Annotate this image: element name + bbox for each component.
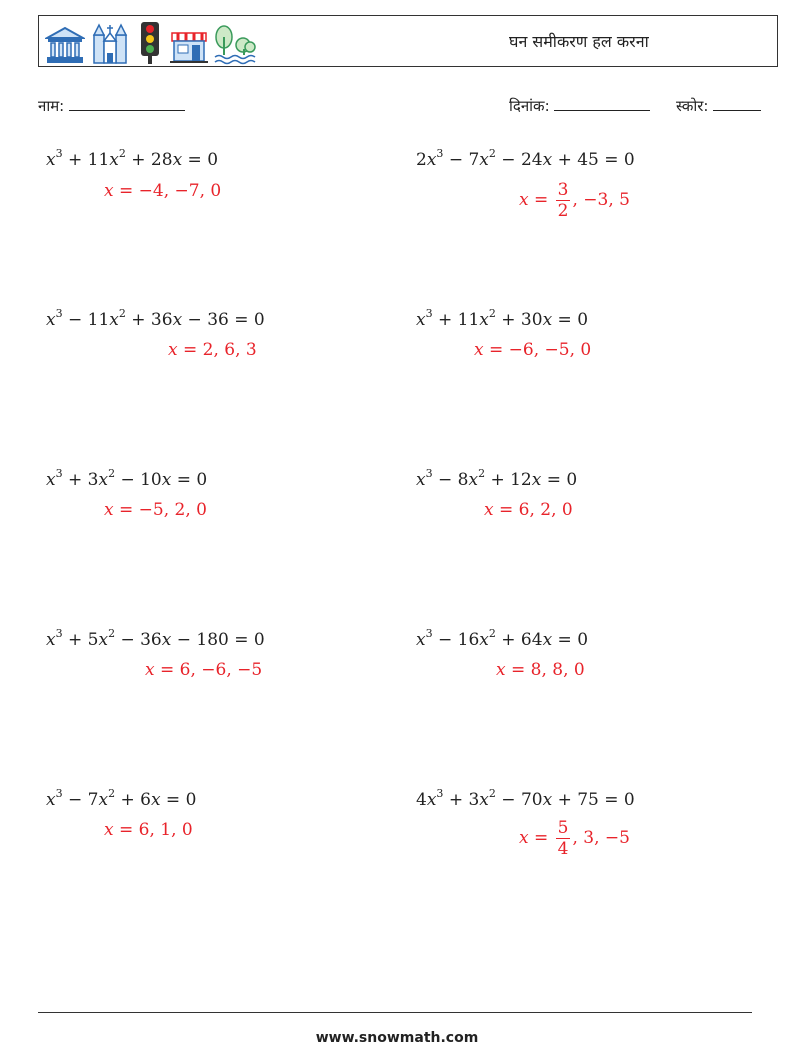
header-box (38, 15, 778, 67)
problem-answer: x = −4, −7, 0 (104, 181, 222, 201)
footer-divider (38, 1012, 752, 1013)
problem-answer: x = $\frac{3}{2}$ , −3, 5 (519, 180, 630, 221)
score-field (676, 96, 761, 116)
date-blank[interactable] (554, 96, 650, 111)
problem-answer: x = 8, 8, 0 (496, 660, 585, 680)
score-blank[interactable] (713, 96, 761, 111)
problem-equation: $2x^3 - 7x^2 - 24x + 45 = 0$ (416, 147, 635, 170)
problem-equation: $x^3 + 3x^2 - 10x = 0$ (46, 467, 208, 490)
page-title: घन समीकरण हल करना (509, 32, 649, 51)
name-blank[interactable] (69, 96, 185, 111)
problem-answer: x = 2, 6, 3 (168, 340, 257, 360)
problem-equation: $x^3 - 16x^2 + 64x = 0$ (416, 627, 589, 650)
problem-answer: x = −5, 2, 0 (104, 500, 207, 520)
problem-answer: x = 6, 1, 0 (104, 820, 193, 840)
problem-answer: x = 6, 2, 0 (484, 500, 573, 520)
problem-answer: x = −6, −5, 0 (474, 340, 592, 360)
problem-equation: $x^3 + 11x^2 + 30x = 0$ (416, 307, 589, 330)
problem-answer: x = $\frac{5}{4}$ , 3, −5 (519, 818, 630, 859)
problem-equation: $x^3 - 7x^2 + 6x = 0$ (46, 787, 197, 810)
problem-equation: $x^3 - 11x^2 + 36x - 36 = 0$ (46, 307, 265, 330)
score-label: स्कोर: (676, 97, 709, 115)
problem-equation: $x^3 - 8x^2 + 12x = 0$ (416, 467, 578, 490)
problem-equation: $x^3 + 11x^2 + 28x = 0$ (46, 147, 219, 170)
name-field (38, 96, 185, 116)
shop-icon (170, 29, 208, 65)
museum-icon (45, 25, 85, 65)
park-icon (213, 25, 257, 65)
date-label: दिनांक: (509, 97, 550, 115)
traffic-light-icon (135, 21, 165, 65)
problem-equation: $x^3 + 5x^2 - 36x - 180 = 0$ (46, 627, 265, 650)
footer-website: www.snowmath.com (315, 1030, 479, 1046)
church-icon (90, 21, 130, 65)
name-label: नाम: (38, 97, 65, 115)
problem-answer: x = 6, −6, −5 (145, 660, 263, 680)
date-field (509, 96, 650, 116)
problem-equation: $4x^3 + 3x^2 - 70x + 75 = 0$ (416, 787, 635, 810)
header-icons (45, 19, 257, 65)
